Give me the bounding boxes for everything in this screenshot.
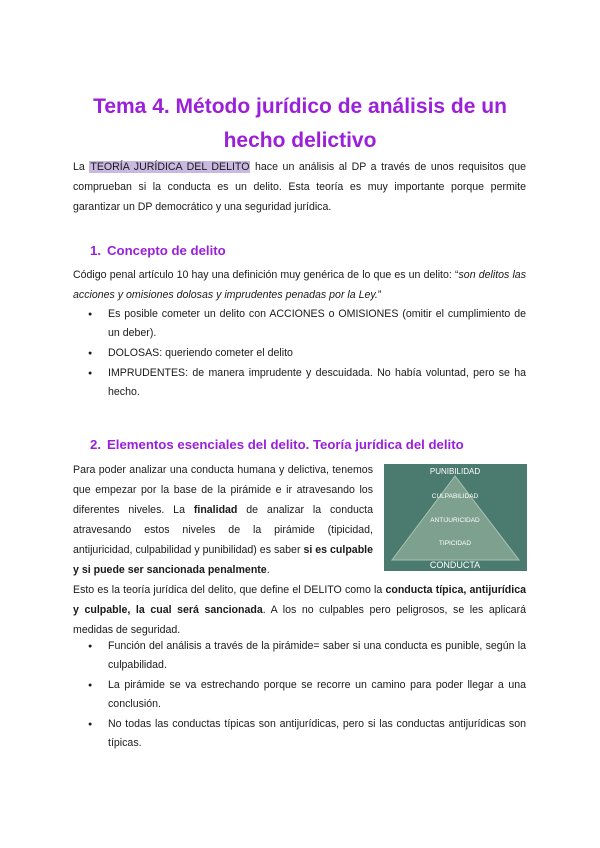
title-line-2: hecho delictivo — [223, 129, 377, 152]
p1-text-c: de analizar la conducta atravesando estos niveles de la pirámide (tipicidad, antijuricidad, culpabilidad y punibilidad) es saber — [73, 504, 373, 556]
section-2-paragraph-2 — [73, 580, 526, 640]
list-item: ● Es posible cometer un delito con ACCIONES o OMISIONES (omitir el cumplimiento de un deber). — [73, 305, 526, 343]
intro-pre: La — [73, 161, 90, 173]
section-1-number: 1. — [90, 243, 101, 258]
pyramid-level-1-label: CULPABILIDAD — [431, 493, 479, 500]
p2-text-a: Esto es la teoría jurídica del delito, que define el DELITO como la — [73, 584, 386, 596]
list-item: ● Función del análisis a través de la pirámide= saber si una conducta es punible, según la culpabilidad. — [73, 637, 526, 675]
p1-bold-finalidad: finalidad — [193, 504, 238, 516]
list-item: ● La pirámide se va estrechando porque se recorre un camino para poder llegar a una conclusión. — [73, 676, 526, 714]
highlighted-term: TEORÍA JURÍDICA DEL DELITO — [90, 161, 250, 173]
p1-text-e: . — [266, 564, 270, 576]
pyramid-base-label: CONDUCTA — [429, 560, 481, 570]
p1-text-a: Para poder analizar una conducta humana y delictiva, tenemos que empezar por la base de la pirámide e ir atravesando los diferentes niveles. La — [73, 464, 373, 516]
section-2-bullets — [73, 637, 526, 754]
pyramid-top-label: PUNIBILIDAD — [429, 467, 481, 476]
pyramid-level-3-label: TIPICIDAD — [438, 540, 472, 547]
section-2-number: 2. — [90, 437, 101, 452]
section-1-heading — [90, 243, 226, 258]
definition-close: ” — [377, 289, 382, 301]
list-item: ● IMPRUDENTES: de manera imprudente y descuidada. No había voluntad, pero se ha hecho. — [73, 364, 526, 402]
definition-quote: son delitos las acciones y omisiones dolosas y imprudentes penadas por la Ley. — [73, 269, 526, 301]
section-1-title: Concepto de delito — [107, 243, 226, 258]
section-2-title: Elementos esenciales del delito. Teoría jurídica del delito — [107, 437, 464, 452]
section-2-paragraph-1 — [73, 460, 373, 580]
list-item: ● No todas las conductas típicas son antijurídicas, pero si las conductas antijurídicas son típicas. — [73, 715, 526, 753]
section-2-heading — [90, 437, 464, 452]
p2-text-c: . A los no culpables pero peligrosos, se les aplicará medidas de seguridad. — [73, 604, 526, 636]
section-1-text — [73, 265, 526, 305]
page-title — [60, 90, 540, 158]
pyramid-level-2-label: ANTIJURICIDAD — [430, 517, 480, 524]
intro-post: hace un análisis al DP a través de unos requisitos que comprueban si la conducta es un delito. Esta teoría es muy importante porque permite garantizar un DP democrático y una seguridad jurídica. — [73, 161, 527, 213]
pyramid-diagram — [384, 464, 527, 571]
p1-bold-conclusion: si es culpable y si puede ser sancionada penalmente — [73, 544, 373, 576]
definition-intro: Código penal artículo 10 hay una definición muy genérica de lo que es un delito: “ — [73, 269, 459, 281]
p2-bold-definition: conducta típica, antijurídica y culpable, la cual será sancionada — [73, 584, 526, 616]
section-1-bullets — [73, 305, 526, 403]
title-line-1: Tema 4. Método jurídico de análisis de un — [93, 95, 507, 118]
intro-paragraph — [73, 157, 526, 217]
list-item: ● DOLOSAS: queriendo cometer el delito — [73, 344, 526, 363]
